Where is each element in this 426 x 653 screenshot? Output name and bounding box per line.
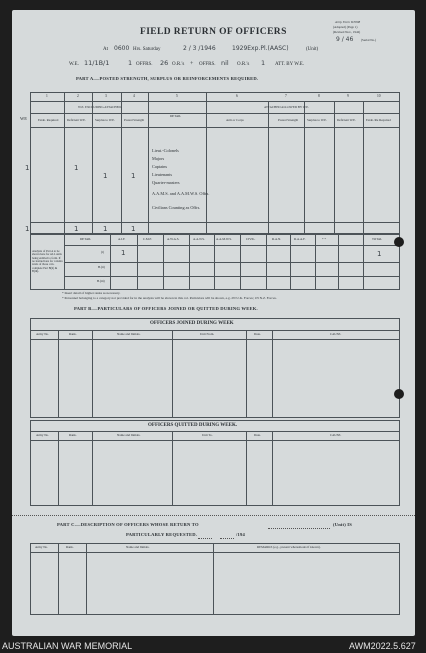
line1-unit: 1929Exp.Pl.(AASC) [232, 45, 289, 52]
quitted-header: CAUSE. [330, 433, 342, 437]
group-right-header: ATTACHED ALLOWED BY W.E. [264, 105, 310, 109]
att-label: ATT. BY W.E. [275, 62, 305, 67]
analysis-header: A.I.F. [118, 237, 126, 241]
offrs2-value: nil [221, 59, 229, 67]
form-title: FIELD RETURN OF OFFICERS [140, 27, 287, 37]
part-c-title-a: PART C.—DESCRIPTION OF OFFICERS WHOSE RETURN TO [57, 522, 199, 527]
sub-header-9: Deficient W.E. [337, 118, 356, 122]
joined-title: OFFICERS JOINED DURING WEEK [150, 321, 234, 326]
col-num-1: 1 [46, 94, 48, 98]
cut-line [12, 515, 415, 516]
sub-header-7: Posted Strength [278, 118, 299, 122]
part-c-header: Name and Initials. [126, 545, 150, 549]
part-c-header: Rank. [66, 545, 74, 549]
offrs2-label: OFFRS. [199, 62, 216, 67]
total-value: 1 [103, 225, 108, 233]
analysis-header: R.A.N. [272, 237, 282, 241]
part-c-title-b: (Unit) IS [333, 522, 353, 527]
detail-item: Captains [152, 164, 168, 169]
footnote-2: * Personnel belonging to a category not provided for in the analysis will be shown in this col. Particulars will be shown, e.g. 2N U.K. Forces; 1N N.Z. Forces. [62, 296, 277, 300]
analysis-row-label: B.(iii) [97, 279, 105, 283]
footer-left: AUSTRALIAN WAR MEMORIAL [2, 641, 133, 651]
sub-header-3: Surplus to W.E. [95, 118, 116, 122]
punch-hole [394, 389, 404, 399]
analysis-header: A.A.M.W.S. [216, 237, 232, 241]
or-label: O.R.'s [172, 62, 185, 67]
footer-right: AWM2022.5.627 [349, 641, 416, 651]
detail-item: A.A.M.S. and A.A.M.W.S. Offrs. [152, 191, 210, 196]
part-c-title-c: PARTICULARLY REQUESTED. [126, 532, 198, 537]
line1-time: 0600 [114, 45, 130, 52]
quitted-header: Date. [254, 433, 261, 437]
punch-hole [394, 237, 404, 247]
quitted-table [30, 420, 400, 506]
col-num-5: 5 [176, 94, 178, 98]
serial-value: 9 / 46 [336, 36, 354, 43]
part-c-title-d: /194 [236, 532, 245, 537]
analysis-header: * * [322, 237, 326, 241]
detail-item: Majors [152, 156, 165, 161]
col-num-2: 2 [77, 94, 79, 98]
form-revised: (Revised Nov., 1942) [333, 30, 361, 34]
col-num-9: 9 [347, 94, 349, 98]
part-a-title: PART A.—POSTED STRENGTH, SURPLUS OR REINFORCEMENTS REQUIRED. [76, 76, 259, 81]
analysis-header: A.A.N.S. [193, 237, 205, 241]
row-marker: WE [20, 116, 27, 121]
col-num-10: 10 [377, 94, 381, 98]
line1-mid: Hrs. Saturday [133, 47, 161, 52]
total-value: 1 [25, 225, 30, 233]
quitted-header: Army No. [36, 433, 49, 437]
line1-prefix: At [103, 47, 108, 52]
joined-header: Date. [254, 332, 261, 336]
col-num-7: 7 [285, 94, 287, 98]
handwritten-value: 1 [25, 164, 30, 172]
joined-header: Name and Initials. [117, 332, 141, 336]
sub-header-8: Surplus to W.E. [307, 118, 328, 122]
detail-item: Civilians Counting as Offrs. [152, 205, 201, 210]
handwritten-value: 1 [131, 172, 136, 180]
col-num-8: 8 [318, 94, 320, 98]
joined-header: CAUSE. [330, 332, 342, 336]
or2-value: 1 [261, 59, 266, 67]
analysis-row-label: B.(ii) [98, 265, 105, 269]
group-left-header: W.E. EXCLUDING ATTACHED. [78, 105, 122, 109]
offrs-label: OFFRS. [136, 62, 153, 67]
analysis-header: TOTAL [372, 237, 383, 241]
detail-item: Lieut.-Colonels [152, 148, 179, 153]
sub-header-4: Posted Strength [124, 118, 145, 122]
quitted-header: Rank. [69, 433, 77, 437]
sub-header-10: Estab./Re Required [366, 118, 391, 122]
total-value: 1 [131, 225, 136, 233]
quitted-title: OFFICERS QUITTED DURING WEEK. [148, 423, 238, 428]
sub-header-2: Deficient W.E. [67, 118, 86, 122]
analysis-header: R.A.A.F. [294, 237, 306, 241]
col-num-4: 4 [133, 94, 135, 98]
quitted-header: Name and Initials. [117, 433, 141, 437]
footer-bar [0, 640, 426, 653]
analysis-header: A.W.A.S. [167, 237, 180, 241]
line1-date: 2 / 3 /1946 [183, 45, 216, 52]
offrs-value: 1 [128, 59, 133, 67]
or2-label: O.R.'s [237, 62, 250, 67]
analysis-row-label: (i) [101, 250, 105, 254]
plus-sign: + [190, 61, 194, 67]
col-num-3: 3 [105, 94, 107, 98]
analysis-aif-value: 1 [121, 249, 126, 257]
part-c-header: REMARKS (e.g., present whereabouts if known). [257, 545, 321, 549]
analysis-header: CIVIL. [246, 237, 256, 241]
analysis-note: Analysis of Part A to be shown here for ALL units being entitled to form. If no instructions for column totals of those cols. complete Part B(ii) & B(iii). [32, 249, 63, 273]
analysis-total-value: 1 [377, 250, 382, 258]
joined-header: Rank. [69, 332, 77, 336]
form-number: Army Form W.3008 [335, 20, 361, 24]
line1-unit-label: (Unit) [306, 47, 319, 52]
handwritten-value: 1 [103, 172, 108, 180]
part-b-title: PART B.—PARTICULARS OF OFFICERS JOINED OR QUITTED DURING WEEK. [74, 306, 258, 311]
part-c-header: Army No. [35, 545, 48, 549]
analysis-header: C.M.F. [143, 237, 152, 241]
joined-header: Army No. [36, 332, 49, 336]
total-value: 1 [74, 225, 79, 233]
sub-header-1: Estab. Required [38, 118, 59, 122]
analysis-header: DETAIL [80, 237, 92, 241]
serial-label: (Serial No.) [361, 38, 377, 42]
col-num-6: 6 [236, 94, 238, 98]
detail-item: Lieutenants [152, 172, 173, 177]
sub-header-5: DETAIL [170, 114, 182, 118]
handwritten-value: 1 [74, 164, 79, 172]
form-adapted: (Adapted) (Page 1) [333, 25, 358, 29]
joined-header: Unit From. [200, 332, 215, 336]
footnote-1: * Insert detail of higher ranks as necessary. [62, 291, 121, 295]
joined-table [30, 318, 400, 418]
or-value: 26 [160, 59, 169, 67]
we-value: 11/1B/1 [84, 59, 110, 67]
detail-item: Quarter-masters [152, 180, 180, 185]
quitted-header: Unit To. [202, 433, 213, 437]
we-label: W.E. [69, 62, 79, 67]
sub-header-6: Arm or Corps [226, 118, 244, 122]
